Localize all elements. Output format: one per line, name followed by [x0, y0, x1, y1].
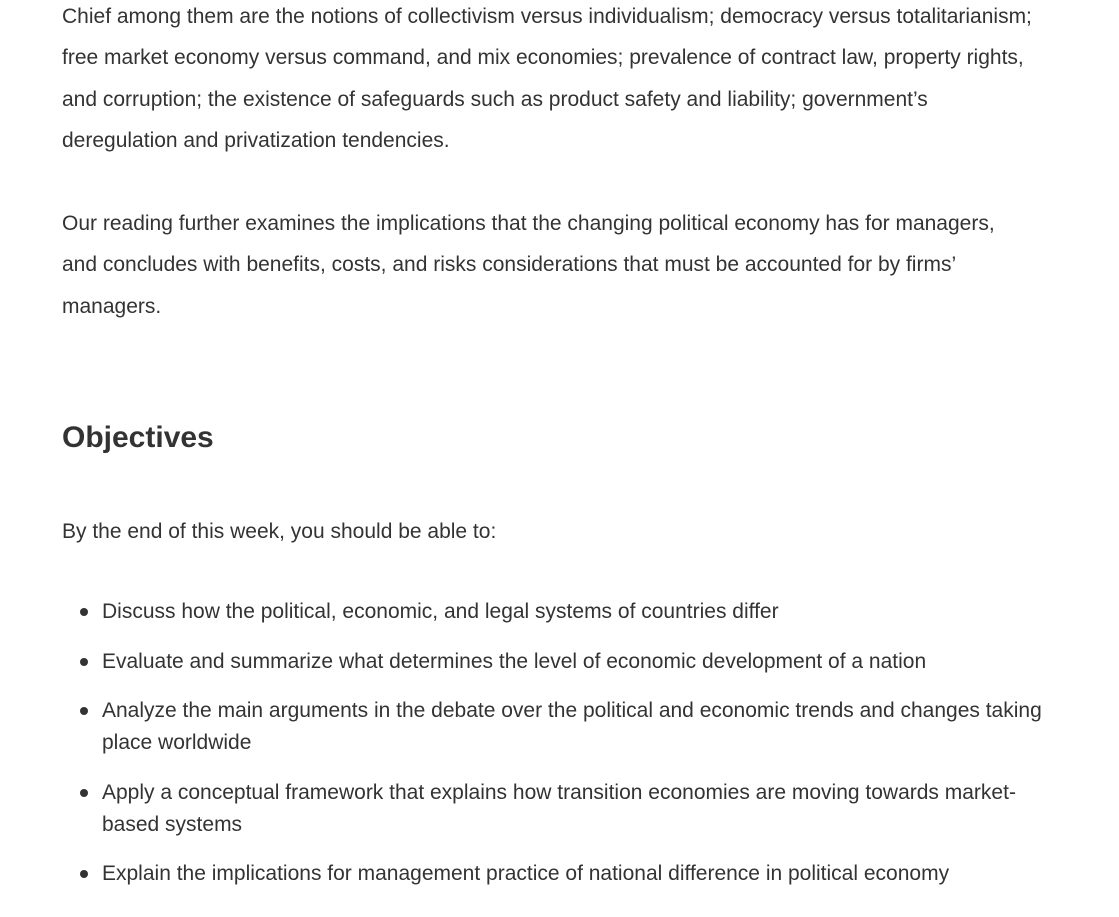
bullet-icon — [80, 707, 88, 715]
bullet-icon — [80, 870, 88, 878]
paragraph-reading-implications: Our reading further examines the implications that the changing political economy has for managers, and concludes with benefits, costs, and risks considerations that must be accounted for by firms’ managers. — [62, 212, 995, 318]
list-item — [62, 596, 1042, 628]
list-item — [62, 646, 1042, 678]
objective-text: Evaluate and summarize what determines the level of economic development of a nation — [102, 649, 927, 673]
list-item — [62, 695, 1042, 759]
bullet-icon — [80, 608, 88, 616]
bullet-icon — [80, 789, 88, 797]
paragraph-political-notions: Chief among them are the notions of collectivism versus individualism; democracy versus totalitarianism; free market economy versus command, and mix economies; prevalence of contract law, property rights, and corruption; the existence of safeguards such as product safety and liability; government’s deregulation and privatization tendencies. — [62, 5, 1032, 152]
objective-text: Explain the implications for management practice of national difference in political economy — [102, 862, 950, 885]
objective-text: Analyze the main arguments in the debate over the political and economic trends and changes taking place worldwide — [102, 699, 1042, 754]
list-item — [62, 777, 1042, 841]
list-item — [62, 858, 1042, 890]
objectives-lead: By the end of this week, you should be able to: — [62, 520, 497, 543]
bullet-icon — [80, 658, 88, 666]
objectives-heading: Objectives — [62, 421, 214, 454]
objective-text: Discuss how the political, economic, and legal systems of countries differ — [102, 600, 779, 623]
objectives-list — [62, 596, 1042, 908]
objective-text: Apply a conceptual framework that explains how transition economies are moving towards market-based systems — [102, 780, 1016, 836]
